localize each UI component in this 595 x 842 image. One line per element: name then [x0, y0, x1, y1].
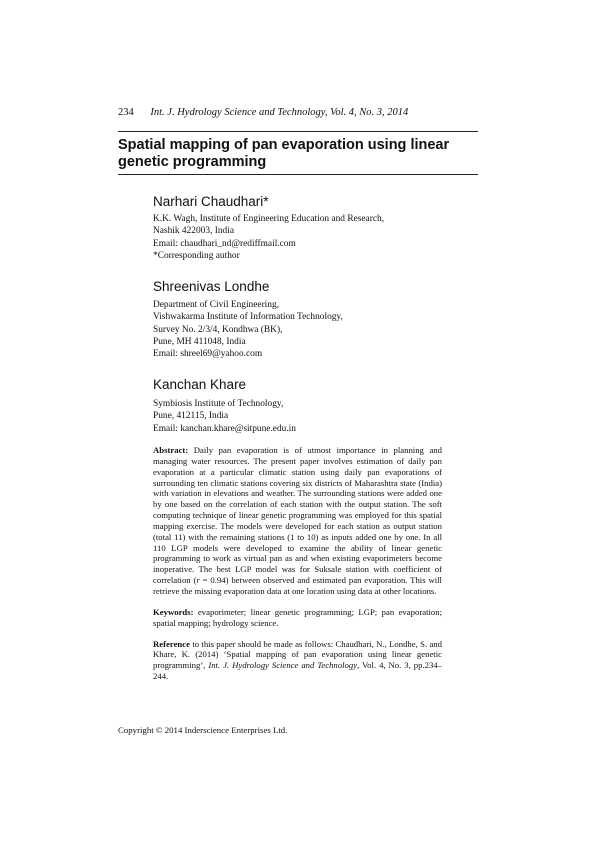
reference-paragraph [153, 639, 442, 682]
abstract-paragraph [153, 445, 442, 597]
title-top-rule [118, 131, 478, 132]
abstract-text: Daily pan evaporation is of utmost importance in planning and managing water resources. The present paper involves estimation of daily pan evaporation at a particular climatic station using daily pan evaporations of surrounding ten climatic stations covering six districts of Maharashtra state (India) with variation in elevations and weather. The surrounding stations were added one by one based on the correlation of each station with the output station. The soft computing technique of linear genetic programming was employed for this spatial mapping exercise. The models were developed for each station as output station (total 11) with the remaining stations (1 to 10) as inputs added one by one. In all 110 LGP models were developed to examine the ability of linear genetic programming to work as virtual pan as and when existing evaporimeters become inoperative. The best LGP model was for Suksale station with coefficient of correlation ( [153, 445, 442, 586]
keywords-text: evaporimeter; linear genetic programming; LGP; pan evaporation; spatial mapping; hydrology science. [153, 606, 442, 628]
running-header [118, 107, 408, 118]
title-line-2: genetic programming [118, 154, 267, 170]
reference-journal: Int. J. Hydrology Science and Technology [208, 660, 358, 671]
author-name-3: Kanchan Khare [153, 377, 247, 392]
author-affiliation-1 [153, 213, 384, 262]
affiliation-line: K.K. Wagh, Institute of Engineering Education and Research, [153, 214, 385, 224]
author-name-2: Shreenivas Londhe [153, 279, 270, 294]
affiliation-line: Department of Civil Engineering, [153, 300, 280, 310]
abstract-block [153, 445, 442, 692]
affiliation-line: Vishwakarma Institute of Information Technology, [153, 312, 343, 323]
journal-citation: Int. J. Hydrology Science and Technology, Vol. 4, No. 3, 2014 [150, 107, 409, 118]
title-line-1: Spatial mapping of pan evaporation using linear [118, 137, 450, 153]
abstract-label: Abstract: [153, 445, 189, 455]
author-email: Email: shreel69@yahoo.com [153, 349, 263, 360]
affiliation-line: Symbiosis Institute of Technology, [153, 399, 284, 409]
paper-title [118, 137, 478, 171]
affiliation-line: Pune, MH 411048, India [153, 336, 246, 347]
author-name-1: Narhari Chaudhari* [153, 194, 269, 209]
reference-text: to this paper should be made as follows: Chaudhari, N., Londhe, S. and Khare, K. (2014) ‘Spatial mapping of pan evaporation using linear genetic programming’, [153, 638, 442, 671]
author-email: Email: chaudhari_nd@rediffmail.com [153, 238, 296, 249]
affiliation-line: Survey No. 2/3/4, Kondhwa (BK), [153, 324, 283, 335]
author-affiliation-3 [153, 398, 296, 435]
copyright-notice: Copyright © 2014 Inderscience Enterprises Ltd. [118, 725, 288, 735]
author-email: Email: kanchan.khare@sitpune.edu.in [153, 423, 296, 434]
correlation-symbol: r [196, 575, 200, 586]
author-affiliation-2 [153, 299, 343, 360]
reference-text-end: , Vol. 4, No. 3, pp.234–244. [153, 660, 442, 682]
title-bottom-rule [118, 174, 478, 175]
abstract-text-end: = 0.94) between observed and estimated pan evaporation. This will retrieve the missing evaporation data at one location using data at other locations. [153, 575, 442, 596]
affiliation-line: Nashik 422003, India [153, 226, 234, 237]
corresponding-author-note: *Corresponding author [153, 250, 240, 261]
page-number: 234 [118, 107, 134, 118]
affiliation-line: Pune, 412115, India [153, 411, 229, 422]
keywords-paragraph [153, 607, 442, 629]
reference-label: Reference [153, 638, 190, 649]
keywords-label: Keywords: [153, 606, 194, 617]
